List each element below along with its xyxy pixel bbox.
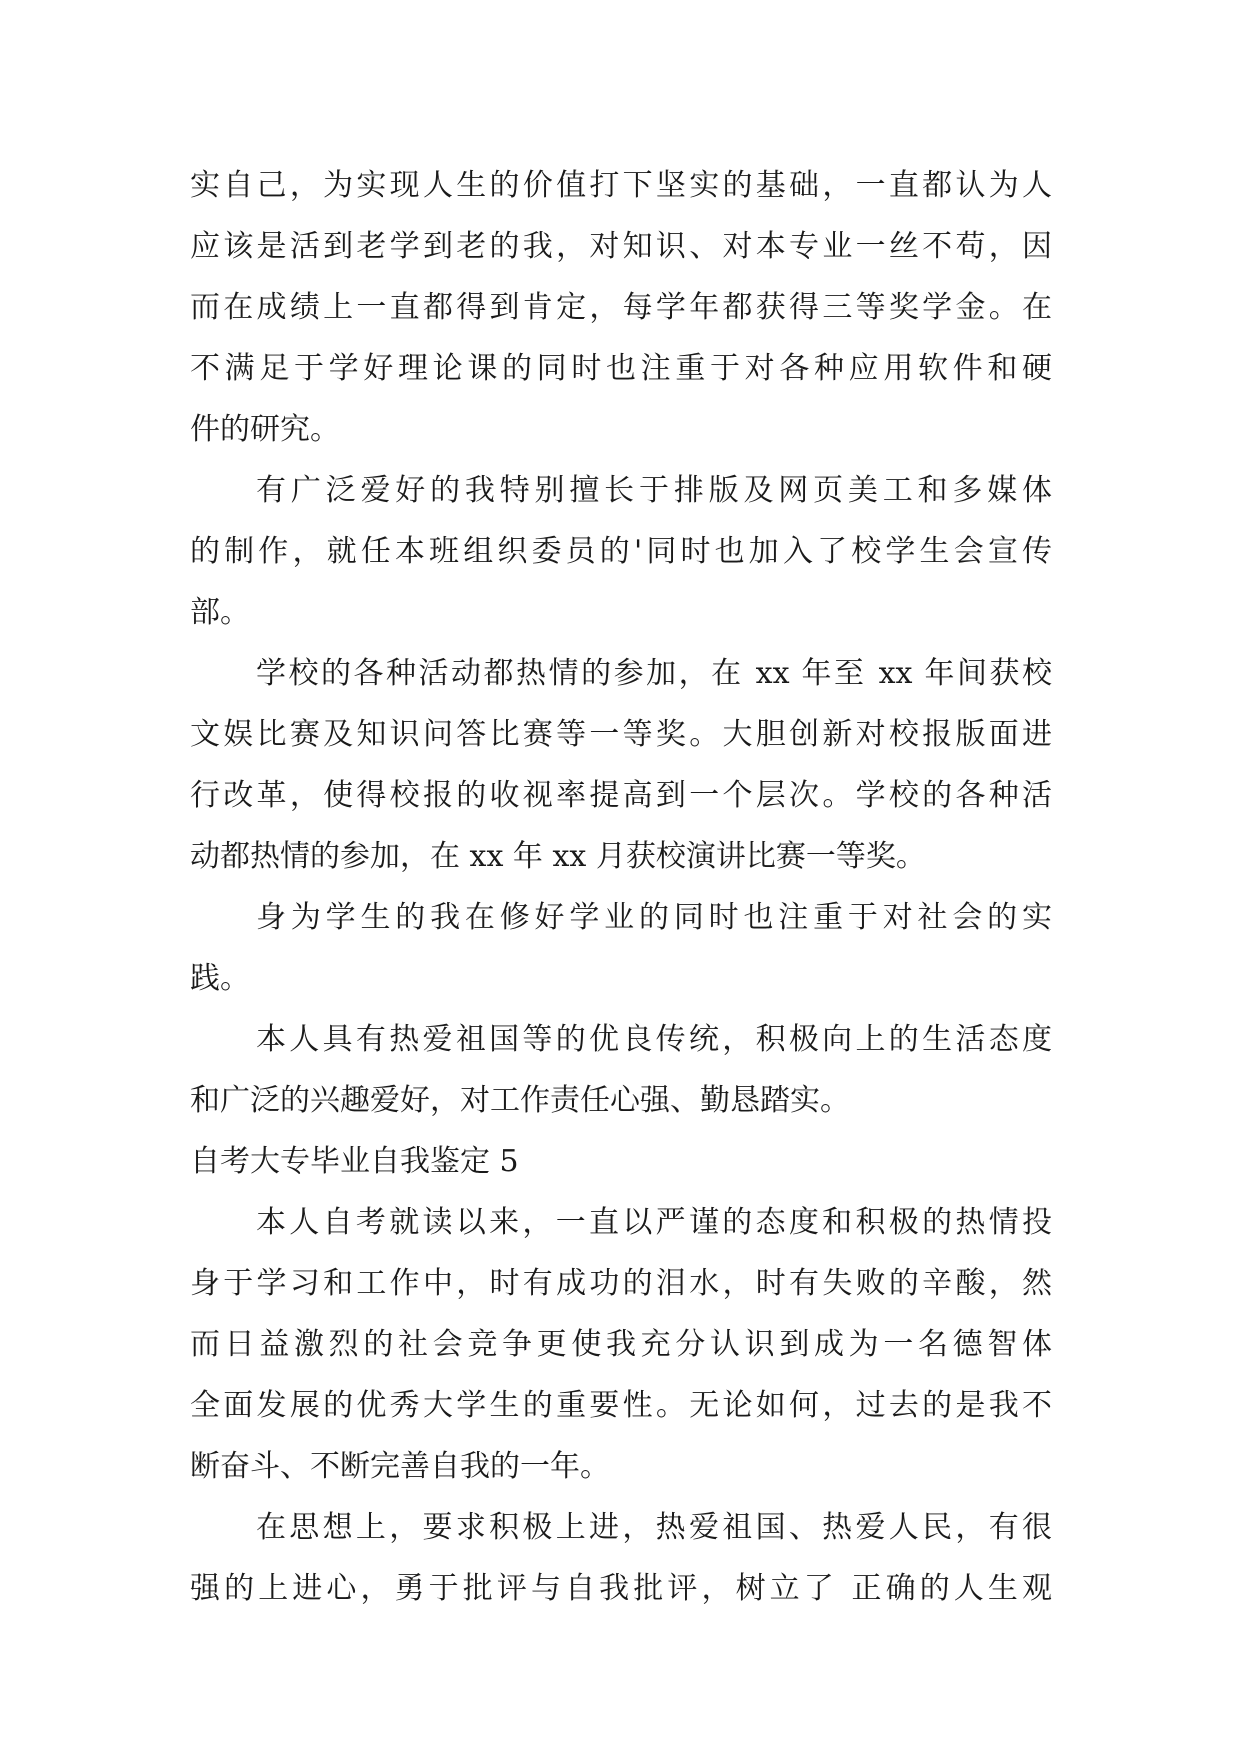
text-line: 文娱比赛及知识问答比赛等一等奖。大胆创新对校报版面进	[190, 717, 1052, 752]
text-line: 动都热情的参加，在 xx 年 xx 月获校演讲比赛一等奖。	[190, 839, 926, 874]
section-heading: 自考大专毕业自我鉴定 5	[190, 1144, 519, 1179]
paragraph-first-line: 有广泛爱好的我特别擅长于排版及网页美工和多媒体	[256, 473, 1052, 508]
text-line: 和广泛的兴趣爱好，对工作责任心强、勤恳踏实。	[190, 1083, 850, 1118]
paragraph-first-line: 本人具有热爱祖国等的优良传统，积极向上的生活态度	[256, 1022, 1052, 1057]
text-line: 部。	[190, 595, 250, 630]
paragraph-first-line: 身为学生的我在修好学业的同时也注重于对社会的实	[256, 900, 1052, 935]
text-line: 断奋斗、不断完善自我的一年。	[190, 1449, 610, 1484]
text-line: 件的研究。	[190, 412, 340, 447]
text-line: 实自己，为实现人生的价值打下坚实的基础，一直都认为人	[190, 168, 1052, 203]
text-line: 而日益激烈的社会竞争更使我充分认识到成为一名德智体	[190, 1327, 1052, 1362]
text-line: 不满足于学好理论课的同时也注重于对各种应用软件和硬	[190, 351, 1052, 386]
text-line: 行改革，使得校报的收视率提高到一个层次。学校的各种活	[190, 778, 1052, 813]
text-line: 践。	[190, 961, 250, 996]
text-line: 而在成绩上一直都得到肯定，每学年都获得三等奖学金。在	[190, 290, 1052, 325]
paragraph-first-line: 本人自考就读以来，一直以严谨的态度和积极的热情投	[256, 1205, 1052, 1240]
paragraph-first-line: 在思想上，要求积极上进，热爱祖国、热爱人民，有很	[256, 1510, 1052, 1545]
text-line: 的制作，就任本班组织委员的'同时也加入了校学生会宣传	[190, 534, 1052, 569]
text-line: 身于学习和工作中，时有成功的泪水，时有失败的辛酸，然	[190, 1266, 1052, 1301]
text-line: 全面发展的优秀大学生的重要性。无论如何，过去的是我不	[190, 1388, 1052, 1423]
text-line: 应该是活到老学到老的我，对知识、对本专业一丝不苟，因	[190, 229, 1052, 264]
document-body	[190, 155, 1052, 1619]
paragraph-first-line: 学校的各种活动都热情的参加，在 xx 年至 xx 年间获校	[256, 656, 1052, 691]
text-line: 强的上进心，勇于批评与自我批评，树立了 正确的人生观	[190, 1571, 1052, 1606]
